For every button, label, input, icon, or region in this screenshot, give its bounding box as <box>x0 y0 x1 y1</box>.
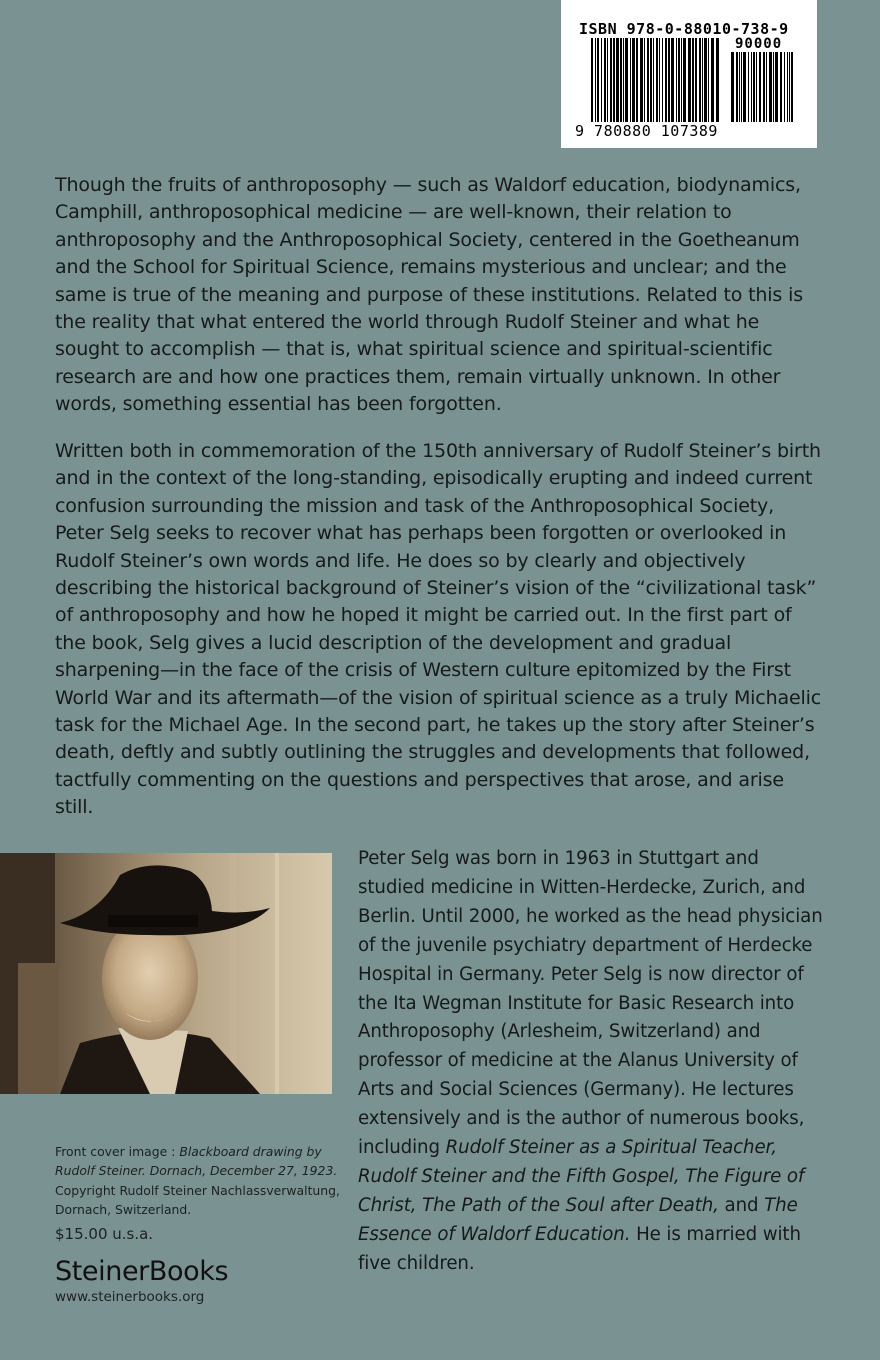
credit-italic: Blackboard drawing by Rudolf Steiner. Dornach, December 27, 1923. <box>55 1144 338 1179</box>
author-bio <box>358 845 828 1279</box>
bio-text-3: He is married with five children. <box>358 1223 801 1274</box>
price: $15.00 u.s.a. <box>55 1225 154 1243</box>
description-paragraph-2: Written both in commemoration of the 150th anniversary of Rudolf Steiner’s birth and in the context of the long-standing, episodically erupting and indeed current confusion surrounding the mission and task of the Anthroposophical Society, Peter Selg seeks to recover what has perhaps been forgotten or overlooked in Rudolf Steiner’s own words and life. He does so by clearly and objectively describing the historical background of Steiner’s vision of the “civilizational task” of anthroposophy and how he hoped it might be carried out. In the first part of the book, Selg gives a lucid description of the development and gradual sharpening—in the face of the crisis of Western culture epitomized by the First World War and its aftermath—of the vision of spiritual science as a truly Michaelic task for the Michael Age. In the second part, he takes up the story after Steiner’s death, deftly and subtly outlining the struggles and developments that followed, tactfully commenting on the questions and perspectives that arose, and arise still. <box>55 440 822 819</box>
cover-image-credit <box>55 1142 345 1220</box>
author-photo <box>0 853 332 1094</box>
isbn-label: ISBN 978-0-88010-738-9 <box>579 20 789 38</box>
description-paragraph-1: Though the fruits of anthroposophy — such as Waldorf education, biodynamics, Camphill, anthroposophical medicine — are well-known, their relation to anthroposophy and the Anthroposophical Society, centered in the Goetheanum and the School for Spiritual Science, remains mysterious and unclear; and the same is true of the meaning and purpose of these institutions. Related to this is the reality that what entered the world through Rudolf Steiner and what he sought to accomplish — that is, what spiritual science and spiritual-scientific research are and how one practices them, remain virtually unknown. In other words, something essential has been forgotten. <box>55 174 803 416</box>
credit-prefix: Front cover image : <box>55 1144 180 1159</box>
bio-text-1: Peter Selg was born in 1963 in Stuttgart and studied medicine in Witten-Herdecke, Zurich, and Berlin. Until 2000, he worked as the head physician of the juvenile psychiatry department of Herdecke Hospital in Germany. Peter Selg is now director of the Ita Wegman Institute for Basic Research into Anthroposophy (Arlesheim, Switzerland) and professor of medicine at the Alanus University of Arts and Social Sciences (Germany). He lectures extensively and is the author of numerous books, including <box>358 848 823 1159</box>
credit-rest: Copyright Rudolf Steiner Nachlassverwaltung, Dornach, Switzerland. <box>55 1182 340 1218</box>
isbn-barcode <box>561 0 817 148</box>
bio-books-1: Rudolf Steiner as a Spiritual Teacher, Rudolf Steiner and the Fifth Gospel, The Figure of Christ, The Path of the Soul after Death, <box>358 1137 805 1216</box>
author-portrait-image <box>0 853 332 1094</box>
bio-text-2: and <box>718 1194 765 1216</box>
bio-books-2: The Essence of Waldorf Education. <box>358 1194 798 1245</box>
publisher-logo: SteinerBooks <box>55 1256 229 1287</box>
ean-digits: 9 780880 107389 <box>575 122 718 140</box>
price-code: 90000 <box>735 36 783 52</box>
publisher-url: www.steinerbooks.org <box>55 1289 205 1305</box>
